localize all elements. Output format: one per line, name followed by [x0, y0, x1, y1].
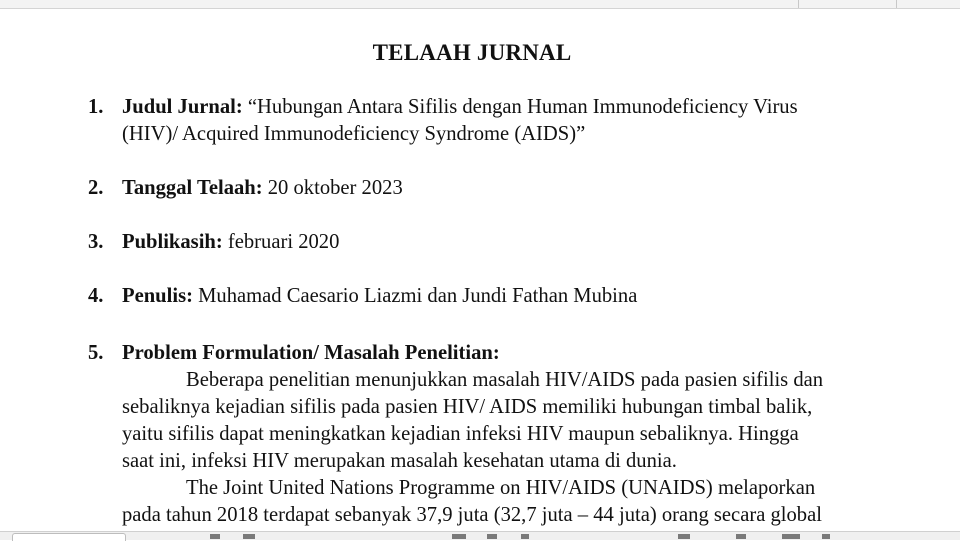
- text-line: [122, 283, 882, 310]
- item-label: Publikasih:: [122, 231, 223, 253]
- status-icon[interactable]: [210, 534, 220, 539]
- ruler-marker: [896, 0, 897, 8]
- paragraph-line: yaitu sifilis dapat meningkatkan kejadian infeksi HIV maupun sebaliknya. Hingga: [122, 423, 799, 445]
- status-icon[interactable]: [243, 534, 255, 539]
- item-label: Penulis:: [122, 285, 193, 307]
- status-icon[interactable]: [822, 534, 830, 539]
- text-line: (HIV)/ Acquired Immunodeficiency Syndrome (AIDS)”: [122, 123, 586, 145]
- item-value: “Hubungan Antara Sifilis dengan Human Immunodeficiency Virus: [242, 96, 798, 118]
- item-value: februari 2020: [222, 231, 340, 253]
- paragraph-line: pada tahun 2018 terdapat sebanyak 37,9 juta (32,7 juta – 44 juta) orang secara global: [122, 504, 822, 526]
- status-icon[interactable]: [736, 534, 746, 539]
- text-line: [122, 229, 882, 256]
- item-label: Judul Jurnal:: [122, 96, 243, 118]
- text-line: [122, 94, 882, 121]
- paragraph-line: sebaliknya kejadian sifilis pada pasien HIV/ AIDS memiliki hubungan timbal balik,: [122, 396, 813, 418]
- text-line: [122, 175, 882, 202]
- list-number: 4.: [88, 285, 104, 307]
- paragraph-line: Beberapa penelitian menunjukkan masalah HIV/AIDS pada pasien sifilis dan: [186, 369, 824, 391]
- status-icon[interactable]: [521, 534, 529, 539]
- ruler-marker: [798, 0, 799, 8]
- item-value: Muhamad Caesario Liazmi dan Jundi Fathan Mubina: [192, 285, 638, 307]
- status-field[interactable]: [12, 533, 126, 541]
- list-item-body: [122, 229, 882, 256]
- paragraph-line: saat ini, infeksi HIV merupakan masalah kesehatan utama di dunia.: [122, 450, 677, 472]
- item-label: Tanggal Telaah:: [122, 177, 263, 199]
- status-icon[interactable]: [452, 534, 466, 539]
- list-item-body: [122, 283, 882, 310]
- item-label: Problem Formulation/ Masalah Penelitian:: [122, 342, 500, 364]
- list-item-body: [122, 175, 882, 202]
- document-page[interactable]: [0, 9, 960, 531]
- horizontal-ruler: [0, 0, 960, 9]
- paragraph-line: The Joint United Nations Programme on HIV/AIDS (UNAIDS) melaporkan: [186, 477, 816, 499]
- status-icon[interactable]: [678, 534, 690, 539]
- status-icon[interactable]: [782, 534, 800, 539]
- status-icon[interactable]: [487, 534, 497, 539]
- document-title: TELAAH JURNAL: [372, 40, 572, 65]
- list-number: 5.: [88, 342, 104, 364]
- list-number: 2.: [88, 177, 104, 199]
- list-item-body: [122, 340, 882, 529]
- list-number: 1.: [88, 96, 104, 118]
- list-number: 3.: [88, 231, 104, 253]
- list-item-body: [122, 94, 882, 148]
- item-value: 20 oktober 2023: [262, 177, 403, 199]
